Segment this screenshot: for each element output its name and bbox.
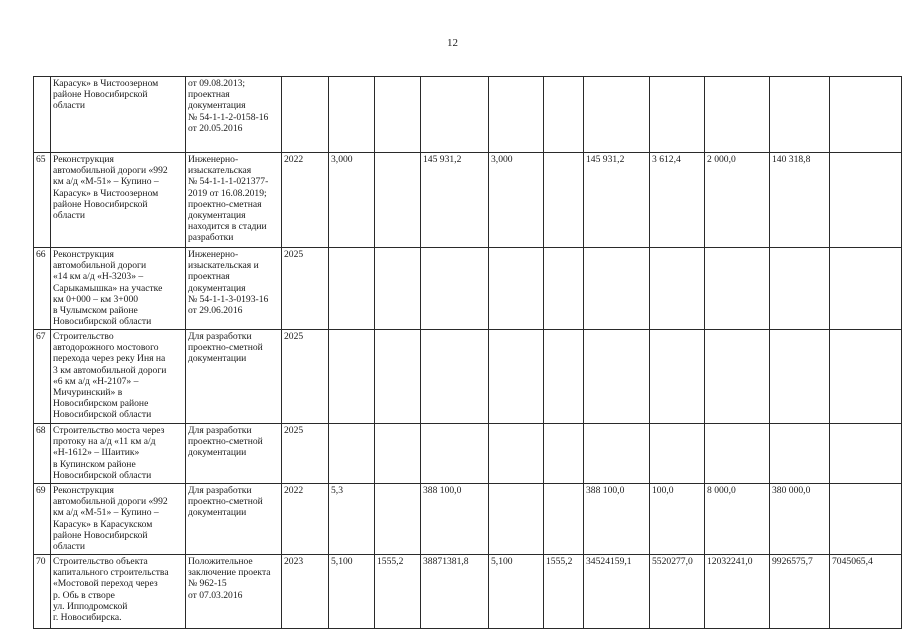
value-cell bbox=[375, 153, 421, 248]
value-cell bbox=[329, 77, 375, 153]
documentation-cell: Для разработки проектно-сметной документации bbox=[186, 484, 282, 555]
value-cell bbox=[705, 424, 770, 484]
year-cell: 2023 bbox=[282, 555, 329, 629]
value-cell bbox=[830, 424, 902, 484]
value-cell: 380 000,0 bbox=[770, 484, 830, 555]
value-cell bbox=[650, 77, 705, 153]
object-name-cell: Строительство моста через протоку на а/д «11 км а/д «Н-1612» – Шаитик» в Купинском районе Новосибирской области bbox=[51, 424, 186, 484]
value-cell bbox=[375, 77, 421, 153]
value-cell: 12032241,0 bbox=[705, 555, 770, 629]
object-name-cell: Реконструкция автомобильной дороги «992 км а/д «М-51» – Купино – Карасук» в Карасукском районе Новосибирской области bbox=[51, 484, 186, 555]
value-cell: 5,100 bbox=[489, 555, 544, 629]
value-cell bbox=[329, 330, 375, 424]
value-cell bbox=[770, 330, 830, 424]
year-cell: 2022 bbox=[282, 153, 329, 248]
documentation-cell: Для разработки проектно-сметной документации bbox=[186, 424, 282, 484]
value-cell bbox=[489, 330, 544, 424]
value-cell bbox=[544, 330, 584, 424]
value-cell bbox=[421, 424, 489, 484]
value-cell: 5,3 bbox=[329, 484, 375, 555]
value-cell: 5,100 bbox=[329, 555, 375, 629]
table-row bbox=[34, 77, 902, 153]
value-cell bbox=[489, 77, 544, 153]
value-cell: 5520277,0 bbox=[650, 555, 705, 629]
value-cell bbox=[770, 77, 830, 153]
documentation-cell: от 09.08.2013; проектная документация № 54-1-1-2-0158-16 от 20.05.2016 bbox=[186, 77, 282, 153]
value-cell: 388 100,0 bbox=[421, 484, 489, 555]
table-row bbox=[34, 248, 902, 330]
value-cell: 7045065,4 bbox=[830, 555, 902, 629]
value-cell bbox=[830, 248, 902, 330]
value-cell bbox=[544, 77, 584, 153]
year-cell: 2025 bbox=[282, 248, 329, 330]
value-cell bbox=[329, 248, 375, 330]
object-name-cell: Строительство автодорожного мостового перехода через реку Иня на 3 км автомобильной дороги «6 км а/д «Н-2107» – Мичуринский» в Новосибирском районе Новосибирской области bbox=[51, 330, 186, 424]
value-cell bbox=[375, 484, 421, 555]
value-cell bbox=[830, 77, 902, 153]
year-cell: 2025 bbox=[282, 330, 329, 424]
value-cell bbox=[770, 424, 830, 484]
table-row bbox=[34, 330, 902, 424]
value-cell: 3 612,4 bbox=[650, 153, 705, 248]
value-cell bbox=[830, 484, 902, 555]
value-cell bbox=[421, 330, 489, 424]
value-cell: 145 931,2 bbox=[584, 153, 650, 248]
value-cell bbox=[375, 330, 421, 424]
object-name-cell: Строительство объекта капитального строительства «Мостовой переход через р. Обь в створе ул. Ипподромской г. Новосибирска. bbox=[51, 555, 186, 629]
value-cell: 38871381,8 bbox=[421, 555, 489, 629]
value-cell bbox=[489, 424, 544, 484]
value-cell bbox=[375, 424, 421, 484]
value-cell: 3,000 bbox=[329, 153, 375, 248]
value-cell bbox=[705, 248, 770, 330]
value-cell: 100,0 bbox=[650, 484, 705, 555]
value-cell bbox=[584, 248, 650, 330]
value-cell bbox=[584, 424, 650, 484]
table-row bbox=[34, 153, 902, 248]
documentation-cell: Инженерно- изыскательская и проектная документация № 54-1-1-3-0193-16 от 29.06.2016 bbox=[186, 248, 282, 330]
documentation-cell: Положительное заключение проекта № 962-15 от 07.03.2016 bbox=[186, 555, 282, 629]
table-row bbox=[34, 484, 902, 555]
value-cell bbox=[421, 77, 489, 153]
value-cell bbox=[650, 424, 705, 484]
value-cell: 140 318,8 bbox=[770, 153, 830, 248]
value-cell bbox=[329, 424, 375, 484]
page-number: 12 bbox=[447, 37, 458, 49]
value-cell bbox=[584, 77, 650, 153]
documentation-cell: Инженерно- изыскательская № 54-1-1-1-021377- 2019 от 16.08.2019; проектно-сметная документация находится в стадии разработки bbox=[186, 153, 282, 248]
value-cell: 1555,2 bbox=[544, 555, 584, 629]
value-cell bbox=[544, 153, 584, 248]
documentation-cell: Для разработки проектно-сметной документации bbox=[186, 330, 282, 424]
value-cell: 3,000 bbox=[489, 153, 544, 248]
row-number-cell: 66 bbox=[34, 248, 51, 330]
value-cell bbox=[489, 484, 544, 555]
objects-table bbox=[33, 76, 902, 629]
value-cell: 388 100,0 bbox=[584, 484, 650, 555]
year-cell: 2025 bbox=[282, 424, 329, 484]
year-cell: 2022 bbox=[282, 484, 329, 555]
value-cell: 145 931,2 bbox=[421, 153, 489, 248]
object-name-cell: Реконструкция автомобильной дороги «14 км а/д «Н-3203» – Сарыкамышка» на участке км 0+000 – км 3+000 в Чулымском районе Новосибирской области bbox=[51, 248, 186, 330]
object-name-cell: Карасук» в Чистоозерном районе Новосибирской области bbox=[51, 77, 186, 153]
value-cell bbox=[705, 77, 770, 153]
value-cell bbox=[830, 153, 902, 248]
value-cell bbox=[544, 484, 584, 555]
value-cell bbox=[544, 248, 584, 330]
table-row bbox=[34, 555, 902, 629]
value-cell bbox=[830, 330, 902, 424]
row-number-cell: 67 bbox=[34, 330, 51, 424]
row-number-cell: 70 bbox=[34, 555, 51, 629]
value-cell: 34524159,1 bbox=[584, 555, 650, 629]
year-cell bbox=[282, 77, 329, 153]
value-cell bbox=[489, 248, 544, 330]
value-cell: 2 000,0 bbox=[705, 153, 770, 248]
value-cell bbox=[544, 424, 584, 484]
object-name-cell: Реконструкция автомобильной дороги «992 км а/д «М-51» – Купино – Карасук» в Чистоозерном районе Новосибирской области bbox=[51, 153, 186, 248]
value-cell bbox=[584, 330, 650, 424]
value-cell bbox=[650, 330, 705, 424]
value-cell: 1555,2 bbox=[375, 555, 421, 629]
value-cell bbox=[705, 330, 770, 424]
value-cell: 9926575,7 bbox=[770, 555, 830, 629]
row-number-cell: 69 bbox=[34, 484, 51, 555]
value-cell bbox=[421, 248, 489, 330]
value-cell: 8 000,0 bbox=[705, 484, 770, 555]
value-cell bbox=[650, 248, 705, 330]
value-cell bbox=[375, 248, 421, 330]
row-number-cell: 65 bbox=[34, 153, 51, 248]
row-number-cell bbox=[34, 77, 51, 153]
table-row bbox=[34, 424, 902, 484]
value-cell bbox=[770, 248, 830, 330]
row-number-cell: 68 bbox=[34, 424, 51, 484]
